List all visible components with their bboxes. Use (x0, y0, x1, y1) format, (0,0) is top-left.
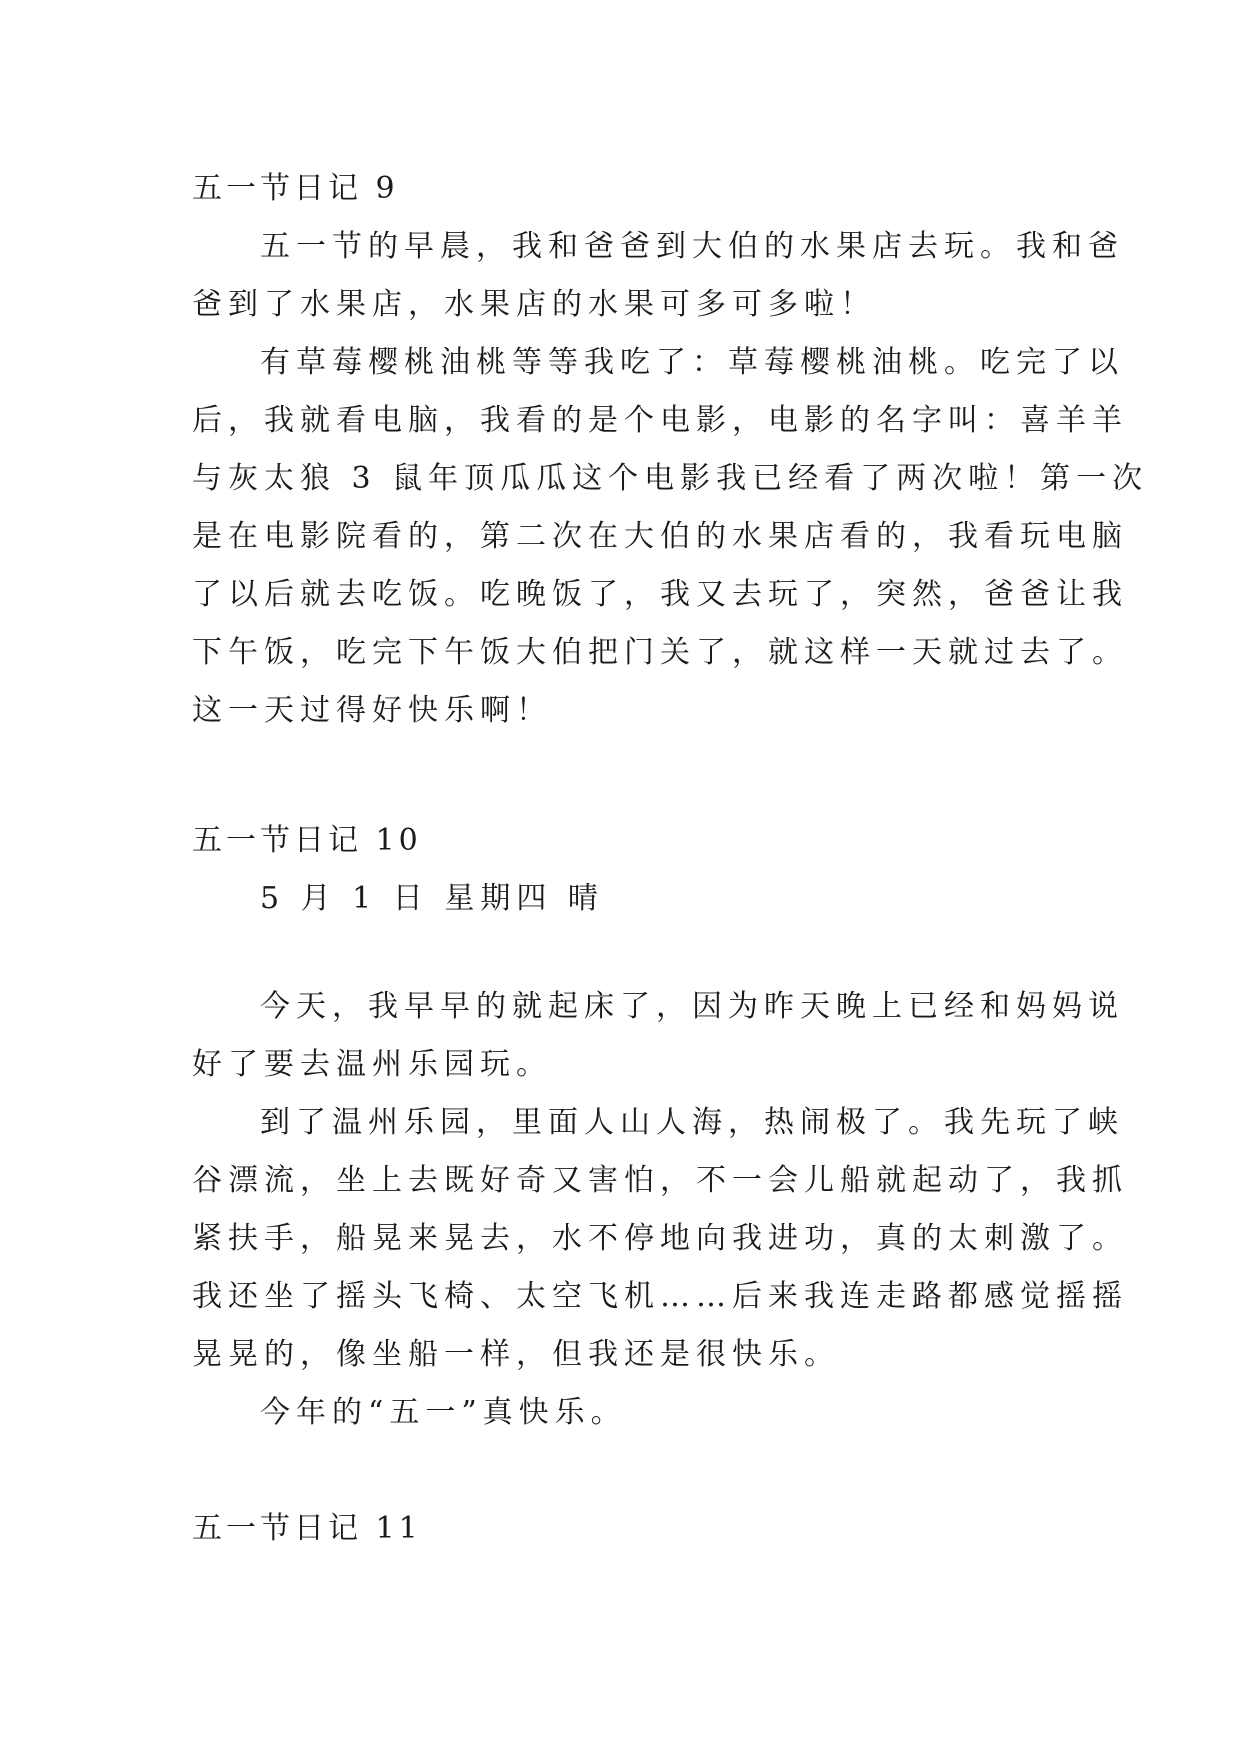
paragraph-line: 今年的“五一”真快乐。 (260, 1395, 627, 1430)
diary-entry-10-body (192, 978, 1128, 1442)
entry-title: 五一节日记 10 (192, 823, 422, 858)
entry-title: 五一节日记 9 (192, 171, 399, 206)
paragraph-line: 谷漂流，坐上去既好奇又害怕，不一会儿船就起动了，我抓 (192, 1163, 1128, 1198)
diary-entry-10 (192, 812, 1072, 928)
paragraph-line: 今天，我早早的就起床了，因为昨天晚上已经和妈妈说 (260, 989, 1124, 1024)
paragraph-line: 是在电影院看的，第二次在大伯的水果店看的，我看玩电脑 (192, 519, 1128, 554)
paragraph-line: 后，我就看电脑，我看的是个电影，电影的名字叫：喜羊羊 (192, 403, 1128, 438)
diary-entry-9 (192, 160, 1149, 740)
paragraph-line: 爸到了水果店，水果店的水果可多可多啦！ (192, 287, 876, 322)
paragraph-line: 与灰太狼 3 鼠年顶瓜瓜这个电影我已经看了两次啦！第一次 (192, 461, 1149, 496)
paragraph-line: 五一节的早晨，我和爸爸到大伯的水果店去玩。我和爸 (260, 229, 1124, 264)
paragraph-line: 了以后就去吃饭。吃晚饭了，我又去玩了，突然，爸爸让我 (192, 577, 1128, 612)
paragraph-line: 有草莓樱桃油桃等等我吃了：草莓樱桃油桃。吃完了以 (260, 345, 1124, 380)
paragraph-line: 到了温州乐园，里面人山人海，热闹极了。我先玩了峡 (260, 1105, 1124, 1140)
entry-date: 5 月 1 日 星期四 晴 (260, 881, 604, 916)
paragraph-line: 下午饭，吃完下午饭大伯把门关了，就这样一天就过去了。 (192, 635, 1128, 670)
paragraph-line: 我还坐了摇头飞椅、太空飞机……后来我连走路都感觉摇摇 (192, 1279, 1128, 1314)
paragraph-line: 晃晃的，像坐船一样，但我还是很快乐。 (192, 1337, 840, 1372)
paragraph-line: 这一天过得好快乐啊！ (192, 693, 552, 728)
entry-title: 五一节日记 11 (192, 1511, 422, 1546)
paragraph-line: 紧扶手，船晃来晃去，水不停地向我进功，真的太刺激了。 (192, 1221, 1128, 1256)
paragraph-line: 好了要去温州乐园玩。 (192, 1047, 552, 1082)
diary-entry-11 (192, 1500, 1072, 1558)
